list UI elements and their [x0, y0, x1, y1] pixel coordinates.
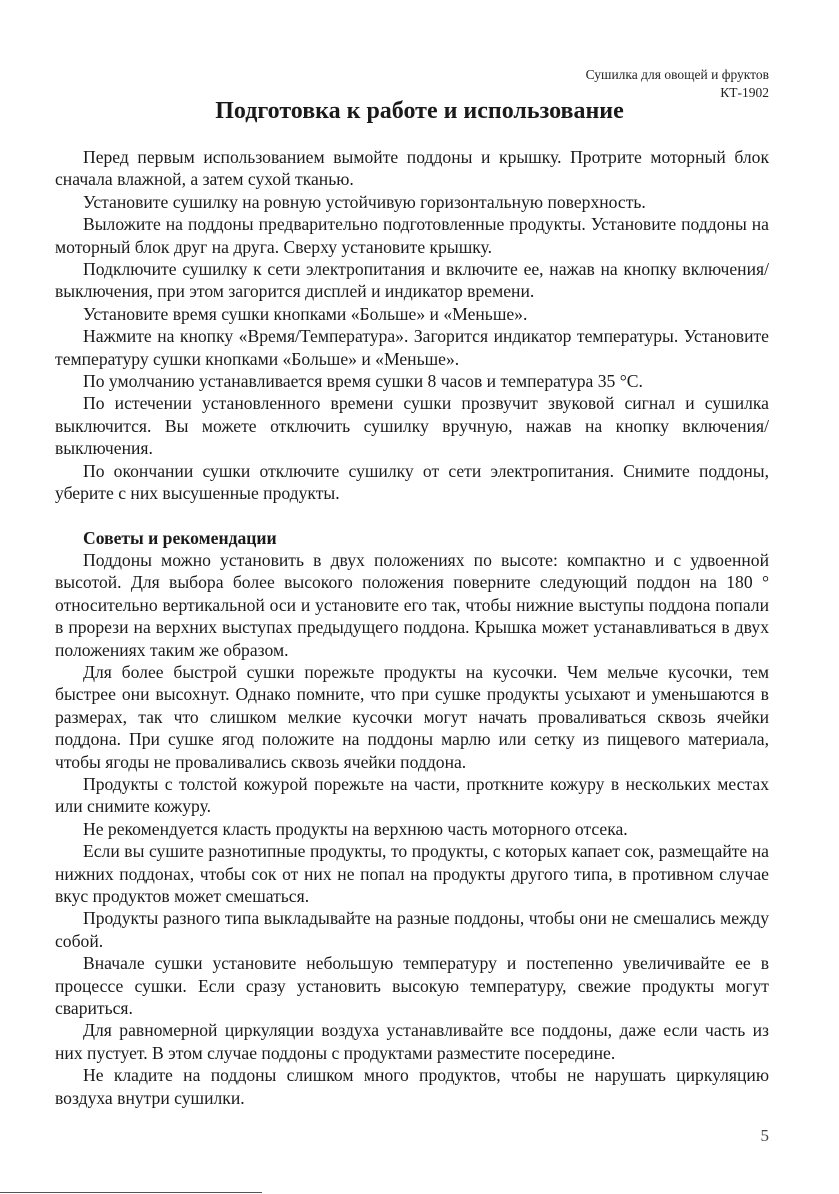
paragraph: Установите сушилку на ровную устойчивую горизонтальную поверхность. [83, 191, 646, 212]
paragraph: Не кладите на поддоны слишком много продуктов, чтобы не нарушать циркуляцию воздуха внутри сушилки. [55, 1065, 769, 1108]
paragraph: По окончании сушки отключите сушилку от сети электропитания. Снимите поддоны, уберите с них высушенные продукты. [55, 460, 769, 504]
paragraph: Установите время сушки кнопками «Больше» и «Меньше». [83, 303, 528, 324]
paragraph: Для равномерной циркуляции воздуха устанавливайте все поддоны, даже если часть из них пустует. В этом случае поддоны с продуктами разместите посередине. [55, 1020, 769, 1063]
running-header [586, 66, 769, 102]
paragraph: Вначале сушки установите небольшую температуру и постепенно увеличивайте ее в процессе сушки. Если сразу установить высокую температуру, свежие продукты могут свариться. [55, 953, 769, 1019]
paragraph: По истечении установленного времени сушки прозвучит звуковой сигнал и сушилка выключится. Вы можете отключить сушилку вручную, нажав на кнопку включения/выключения. [55, 393, 769, 459]
bottom-divider [0, 1192, 262, 1193]
header-product-name: Сушилка для овощей и фруктов [585, 67, 769, 82]
body-text [55, 146, 769, 1109]
paragraph: Для более быстрой сушки порежьте продукты на кусочки. Чем мельче кусочки, тем быстрее они высохнут. Однако помните, что при сушке продукты усыхают и уменьшаются в размерах, так что слишком мелкие кусочки могут начать проваливаться сквозь ячейки поддона. При сушке ягод положите на поддоны марлю или сетку из пищевого материала, чтобы ягоды не проваливались сквозь ячейки поддона. [55, 661, 769, 772]
page-title: Подготовка к работе и использование [215, 98, 624, 124]
paragraph: Если вы сушите разнотипные продукты, то продукты, с которых капает сок, размещайте на нижних поддонах, чтобы сок от них не попал на продукты другого типа, в противном случае вкус продуктов может смешаться. [55, 841, 769, 906]
paragraph: Выложите на поддоны предварительно подготовленные продукты. Установите поддоны на моторный блок друг на друга. Сверху установите крышку. [55, 214, 769, 257]
paragraph: Поддоны можно установить в двух положениях по высоте: компактно и с удвоенной высотой. Для выбора более высокого положения поверните следующий поддон на 180 ° относительно вертикальной оси и установите его так, чтобы нижние выступы поддона попали в прорези на верхних выступах предыдущего поддона. Крышка может устанавливаться в двух положениях таким же образом. [55, 549, 769, 660]
paragraph: Перед первым использованием вымойте поддоны и крышку. Протрите моторный блок сначала влажной, а затем сухой тканью. [55, 147, 769, 190]
paragraph: Продукты разного типа выкладывайте на разные поддоны, чтобы они не смешались между собой. [55, 908, 769, 951]
paragraph: Продукты с толстой кожурой порежьте на части, проткните кожуру в нескольких местах или снимите кожуру. [55, 773, 769, 817]
section-heading: Советы и рекомендации [83, 527, 277, 548]
paragraph: Нажмите на кнопку «Время/Температура». Загорится индикатор температуры. Установите температуру сушки кнопками «Больше» и «Меньше». [55, 326, 769, 369]
paragraph: По умолчанию устанавливается время сушки 8 часов и температура 35 °C. [83, 371, 643, 392]
paragraph: Не рекомендуется класть продукты на верхнюю часть моторного отсека. [83, 818, 628, 839]
page-number: 5 [760, 1126, 769, 1145]
paragraph: Подключите сушилку к сети электропитания и включите ее, нажав на кнопку включения/выключения, при этом загорится дисплей и индикатор времени. [55, 259, 769, 302]
header-model-number: КТ-1902 [720, 85, 769, 100]
